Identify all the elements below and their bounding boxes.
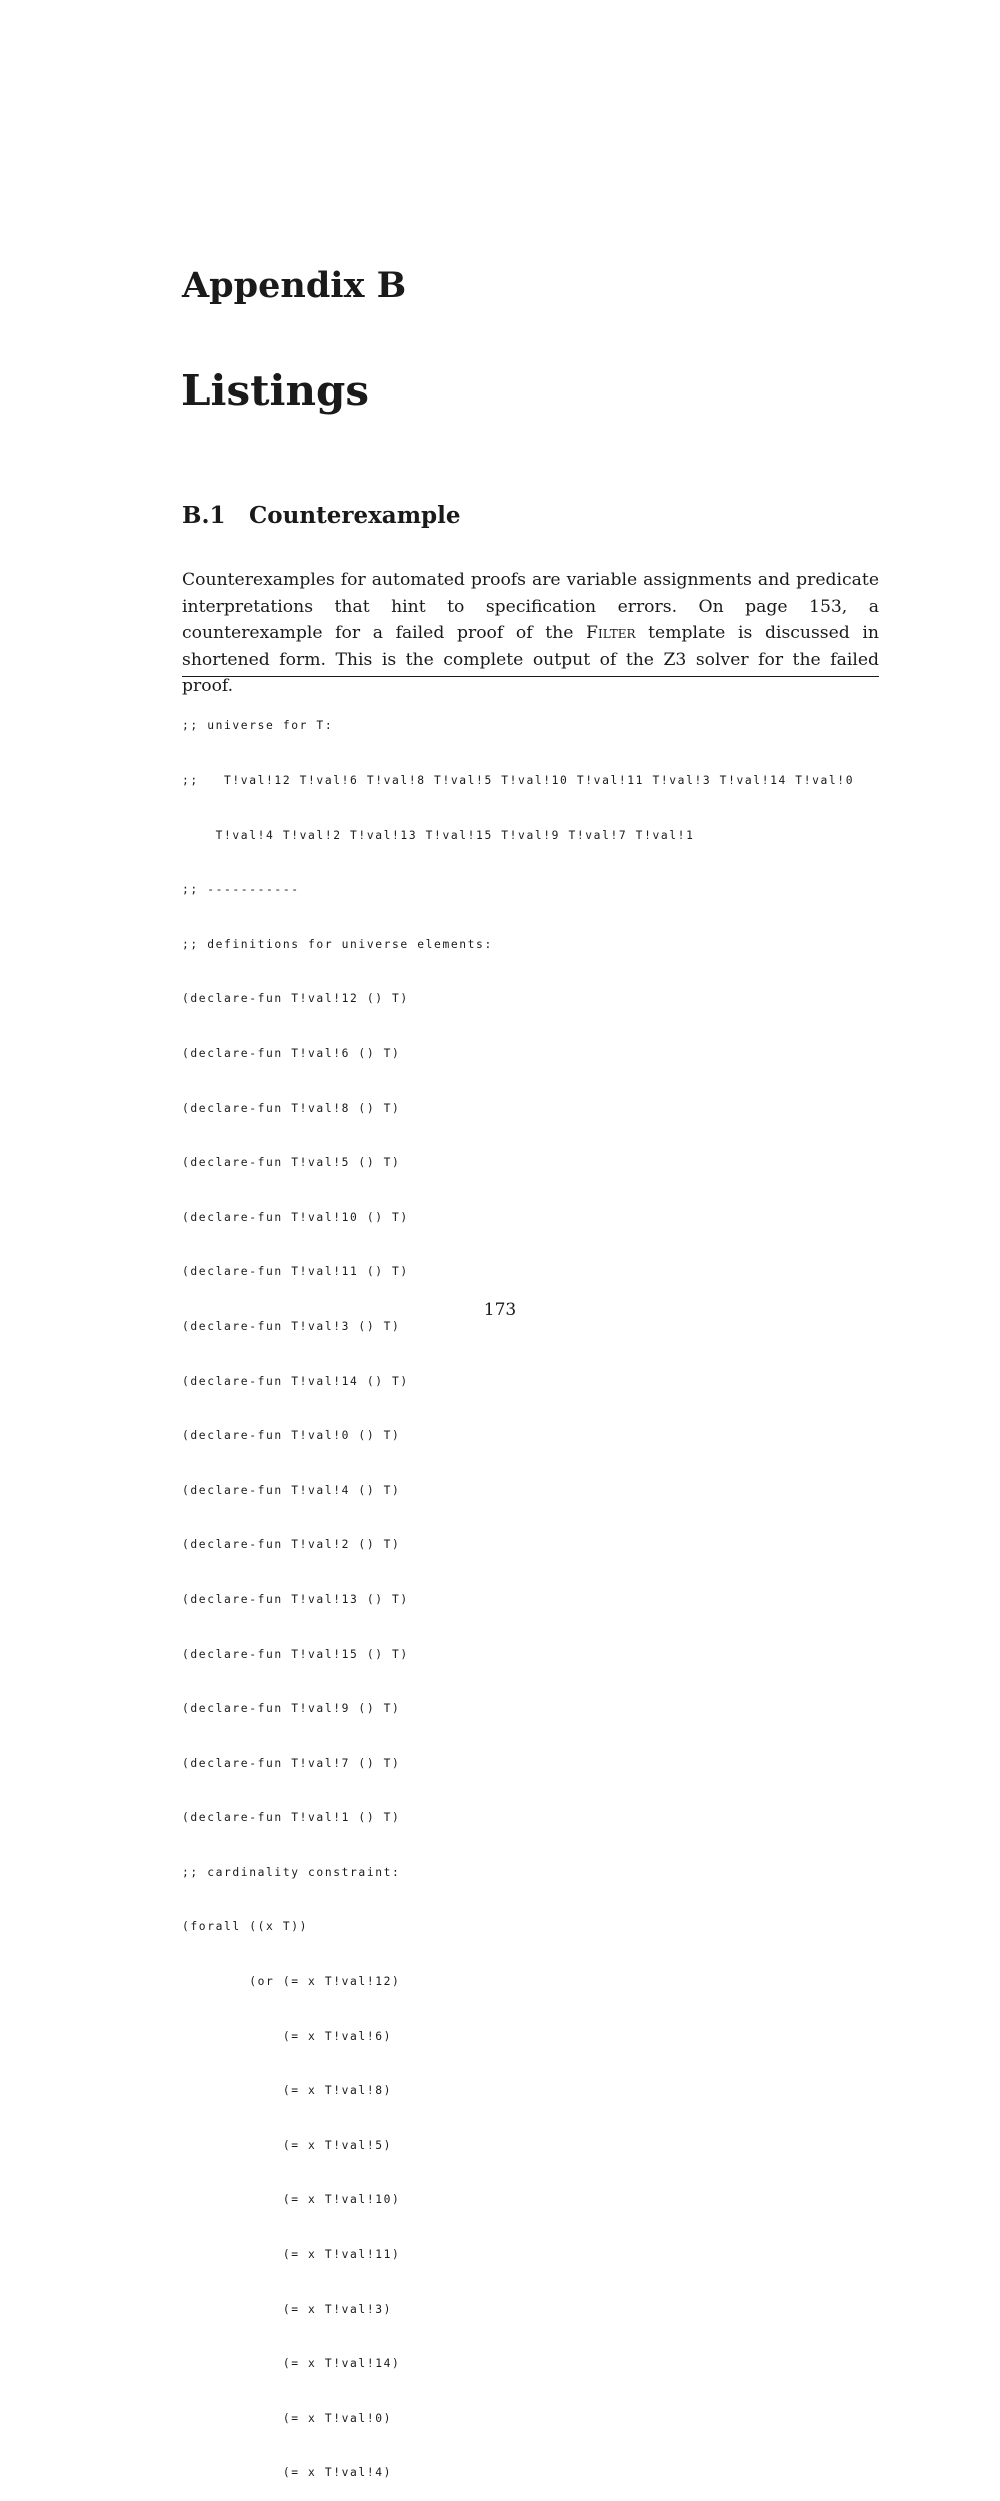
- listing-line: (forall ((x T)): [182, 1920, 309, 1934]
- listing-line: (= x T!val!0): [182, 2411, 393, 2425]
- listing-line: (declare-fun T!val!14 () T): [182, 1374, 409, 1388]
- listing-line: (= x T!val!6): [182, 2029, 393, 2043]
- listing-line: (= x T!val!8): [182, 2084, 393, 2098]
- listing-line: (declare-fun T!val!7 () T): [182, 1756, 401, 1770]
- listing-line: (or (= x T!val!12): [182, 1975, 401, 1989]
- section-heading: [182, 504, 461, 527]
- appendix-label: Appendix B: [182, 265, 407, 306]
- listing-line: ;; cardinality constraint:: [182, 1865, 401, 1879]
- listing-line: ;; definitions for universe elements:: [182, 937, 493, 951]
- page-number: 173: [483, 1300, 517, 1320]
- listing-line: (declare-fun T!val!9 () T): [182, 1702, 401, 1716]
- section-number: B.1: [182, 502, 226, 529]
- listing-line: ;; universe for T:: [182, 719, 334, 733]
- body-paragraph: [182, 567, 879, 700]
- listing-line: (= x T!val!4): [182, 2466, 393, 2480]
- listing-line: (declare-fun T!val!15 () T): [182, 1647, 409, 1661]
- code-listing: [182, 681, 879, 2501]
- listing-line: (declare-fun T!val!4 () T): [182, 1483, 401, 1497]
- paragraph-text-end: template is discussed in shortened form. This is the complete output of the Z3 solver for the failed proof.: [182, 623, 879, 696]
- listing-line: (declare-fun T!val!2 () T): [182, 1538, 401, 1552]
- listing-line: (declare-fun T!val!10 () T): [182, 1210, 409, 1224]
- listing-line: (declare-fun T!val!8 () T): [182, 1101, 401, 1115]
- listing-line: (declare-fun T!val!6 () T): [182, 1046, 401, 1060]
- listing-line: ;; T!val!12 T!val!6 T!val!8 T!val!5 T!val!10 T!val!11 T!val!3 T!val!14 T!val!0: [182, 774, 855, 787]
- listing-line: (declare-fun T!val!11 () T): [182, 1265, 409, 1279]
- listing-line: (declare-fun T!val!1 () T): [182, 1811, 401, 1825]
- listing-line: (= x T!val!5): [182, 2138, 393, 2152]
- listing-line: (declare-fun T!val!0 () T): [182, 1429, 401, 1443]
- listing-line: (= x T!val!10): [182, 2193, 401, 2207]
- listing-top-rule: [182, 676, 879, 677]
- listing-line: T!val!4 T!val!2 T!val!13 T!val!15 T!val!9 T!val!7 T!val!1: [182, 828, 695, 842]
- listing-line: ;; -----------: [182, 883, 300, 897]
- section-title: Counterexample: [249, 502, 461, 529]
- listing-line: (declare-fun T!val!13 () T): [182, 1592, 409, 1606]
- listing-line: (declare-fun T!val!5 () T): [182, 1156, 401, 1170]
- paragraph-text-start: Counterexamples for automated proofs are variable assignments and predicate interpretations that hint to specification errors. On page 153, a counterexample for a failed proof of the: [182, 570, 879, 643]
- chapter-title: Listings: [181, 366, 370, 415]
- listing-line: (= x T!val!14): [182, 2357, 401, 2371]
- listing-line: (declare-fun T!val!12 () T): [182, 992, 409, 1006]
- listing-line: (= x T!val!3): [182, 2302, 393, 2316]
- filter-term: Filter: [586, 623, 636, 643]
- listing-line: (declare-fun T!val!3 () T): [182, 1319, 401, 1333]
- listing-line: (= x T!val!11): [182, 2248, 401, 2262]
